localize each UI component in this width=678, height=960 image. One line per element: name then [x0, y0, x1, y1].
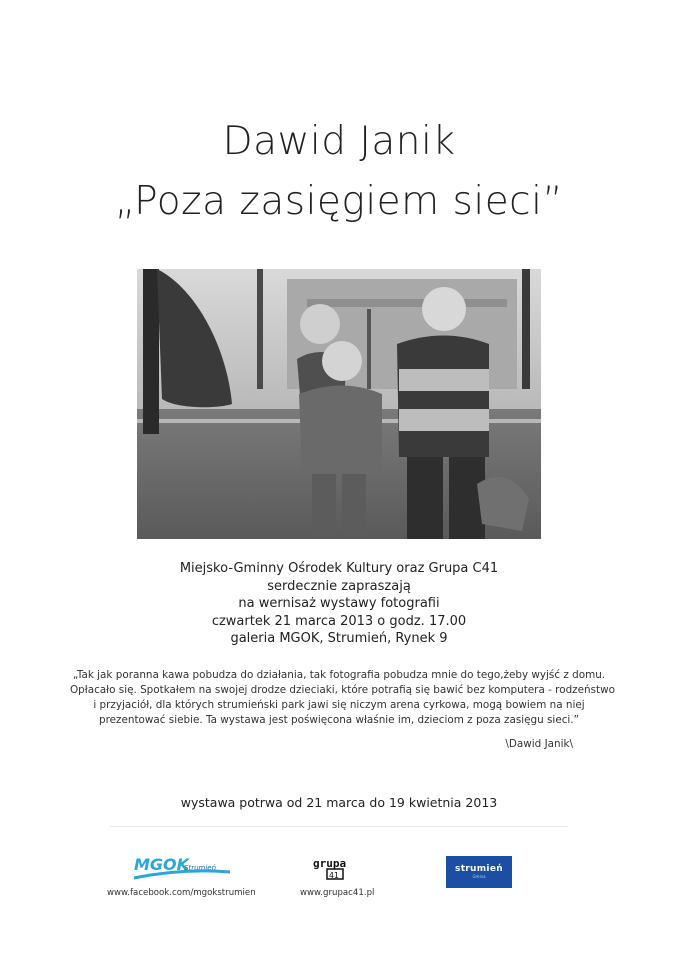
invitation-date: czwartek 21 marca 2013 o godz. 17.00 — [211, 613, 467, 629]
invitation-line: serdecznie zapraszają — [267, 578, 411, 594]
grupa-logo-text: grupa — [313, 857, 347, 870]
quote-line: Opłacało się. Spotkałem na swojej drodze dzieciaki, które potrafią się bawić bez komputera - rodzeństwo — [70, 684, 615, 696]
mgok-logo-sub: Strumień — [184, 864, 217, 872]
invitation-line: na wernisaż wystawy fotografii — [238, 596, 440, 611]
grupa-website-link[interactable]: www.grupac41.pl — [300, 888, 375, 898]
quote-line: i przyjaciół, dla których strumieński park jawi się niczym arena cyrkowa, mogą bowiem na niej — [93, 699, 585, 711]
divider — [110, 826, 568, 827]
exhibition-photo — [137, 269, 541, 539]
photo-three-boys-in-park — [137, 269, 541, 539]
invitation-line: Miejsko-Gminny Ośrodek Kultury oraz Grupa C41 — [179, 561, 499, 576]
quote-line: prezentować siebie. Ta wystawa jest poświęcona właśnie im, dzieciom z poza zasięgu sieci.” — [99, 714, 579, 726]
grupa-c41-logo[interactable] — [313, 855, 365, 881]
quote-author: \Dawid Janik\ — [505, 738, 573, 750]
mgok-logo-text: MGOK — [134, 855, 190, 874]
quote-line: „Tak jak poranna kawa pobudza do działania, tak fotografia pobudza mnie do tego,żeby wyjść z domu. — [72, 669, 606, 681]
facebook-link[interactable]: www.facebook.com/mgokstrumien — [107, 888, 256, 898]
grupa-logo-num: 41 — [329, 871, 339, 880]
invitation-text — [0, 560, 678, 648]
author-quote — [70, 668, 615, 728]
exhibition-dates: wystawa potrwa od 21 marca do 19 kwietnia 2013 — [180, 795, 498, 810]
mgok-logo[interactable] — [132, 852, 232, 882]
strumien-logo[interactable] — [446, 856, 512, 888]
poster-title-exhibition: „Poza zasięgiem sieci” — [114, 179, 564, 224]
poster-title-author: Dawid Janik — [222, 119, 456, 164]
grupa-c41-logo-icon — [313, 855, 365, 881]
mgok-logo-icon — [132, 852, 232, 882]
invitation-venue: galeria MGOK, Strumień, Rynek 9 — [230, 631, 448, 646]
strumien-logo-text: strumień — [455, 864, 503, 874]
strumien-logo-sub: Gmina — [472, 874, 486, 879]
